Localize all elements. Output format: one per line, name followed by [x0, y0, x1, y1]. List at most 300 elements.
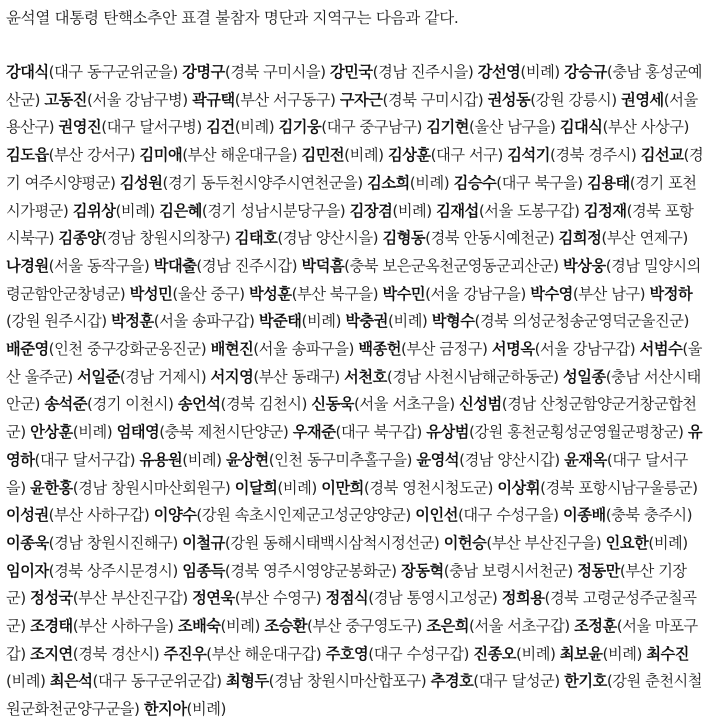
member-region: 경남 거제시 — [125, 367, 201, 386]
member-entry: 이양수(강원 속초시인제군고성군양양군) — [153, 506, 411, 525]
member-region: 대구 달서구병 — [106, 118, 197, 137]
member-name: 조정훈 — [574, 617, 617, 636]
member-region: 대구 수성구갑 — [373, 644, 464, 663]
member-name: 박덕흠 — [301, 256, 345, 275]
member-name: 강선영 — [477, 63, 521, 81]
member-name: 김형동 — [382, 229, 426, 248]
member-entry: 박준태(비례) — [258, 312, 341, 331]
member-entry: 이철규(강원 동해시태백시삼척시정선군) — [182, 533, 440, 552]
member-entry: 이성권(부산 사하구갑) — [6, 506, 150, 525]
member-name: 윤상현 — [226, 450, 269, 469]
member-region: 부산 동래구 — [258, 367, 335, 386]
member-name: 윤한홍 — [30, 478, 73, 497]
intro-sentence: 윤석열 대통령 탄핵소추안 표결 불참자 명단과 지역구는 다음과 같다. — [6, 9, 459, 27]
member-region: 서울 강남구갑 — [540, 340, 630, 359]
member-region: 대구 동구군위군갑 — [97, 672, 217, 691]
member-entry: 진종오(비례) — [473, 644, 556, 663]
member-region: 경남 진주시갑 — [201, 256, 292, 275]
member-region: 인천 동구미추홀구을 — [274, 450, 407, 469]
member-entry: 나경원(서울 동작구을) — [6, 256, 150, 275]
member-name: 신성범 — [459, 395, 502, 414]
member-entry: 신동욱(서울 서초구을) — [311, 395, 455, 414]
member-region: 부산 연제구 — [606, 229, 683, 248]
member-entry: 강선영(비례) — [477, 63, 560, 81]
member-name: 김도읍 — [6, 146, 49, 165]
member-region: 비례 — [349, 146, 379, 165]
member-entry: 김건(비례) — [206, 118, 275, 137]
member-entry: 서일준(경남 거제시) — [77, 367, 207, 386]
member-entry: 박수영(부산 남구) — [530, 284, 646, 303]
member-entry: 조지연(경북 경산시) — [30, 644, 160, 663]
member-region: 충남 보령시서천군 — [449, 561, 568, 580]
member-entry: 김도읍(부산 강서구) — [6, 146, 136, 165]
member-region: 강원 춘천시철원군화천군양구군을 — [6, 672, 703, 719]
member-region: 부산 부산진구갑 — [78, 589, 183, 608]
member-region: 울산 울주군 — [6, 340, 703, 386]
member-entry: 정희용(경북 고령군성주군칠곡군) — [6, 589, 697, 636]
member-entry: 김희정(부산 연제구) — [558, 229, 688, 248]
member-name: 김성원 — [119, 173, 163, 192]
member-name: 박성훈 — [248, 284, 292, 303]
member-entry: 송석준(경기 이천시) — [44, 395, 174, 414]
member-region: 강원 원주시갑 — [11, 312, 102, 331]
member-region: 경남 양산시을 — [282, 229, 373, 248]
member-name: 유용원 — [139, 450, 183, 469]
member-name: 주진우 — [163, 644, 207, 663]
member-entry: 최수진(비례) — [6, 644, 689, 691]
member-entry: 윤영석(경남 양산시갑) — [416, 450, 560, 469]
member-entry: 김정재(경북 포항시북구) — [6, 201, 694, 248]
member-entry: 고동진(서울 강남구병) — [44, 90, 188, 109]
member-name: 한지아 — [143, 700, 187, 719]
member-region: 부산 사상구 — [607, 118, 684, 137]
member-name: 윤영석 — [416, 450, 460, 469]
member-entry: 추경호(대구 달성군) — [430, 672, 560, 691]
member-region: 서울 송파구갑 — [159, 312, 249, 331]
member-region: 비례 — [607, 644, 637, 663]
member-region: 경남 창원시의창구 — [106, 229, 225, 248]
member-name: 정점식 — [325, 589, 369, 608]
member-entry: 김기웅(대구 중구남구) — [278, 118, 422, 137]
member-region: 인천 중구강화군옹진군 — [54, 340, 201, 359]
member-name: 김종양 — [58, 229, 102, 248]
member-entry: 박상웅(경남 밀양시의령군함안군창녕군) — [6, 256, 701, 303]
member-entry: 박덕흠(충북 보은군옥천군영동군괴산군) — [301, 256, 559, 275]
member-region: 경북 경주시 — [555, 146, 631, 165]
member-name: 추경호 — [430, 672, 474, 691]
member-entry: 김재섭(서울 도봉구갑) — [436, 201, 580, 220]
member-name: 박상웅 — [563, 256, 606, 275]
member-entry: 김승수(대구 북구을) — [453, 173, 583, 192]
member-entry: 김상훈(대구 서구) — [387, 146, 503, 165]
member-name: 이종욱 — [6, 533, 49, 552]
member-name: 박수영 — [530, 284, 573, 303]
member-entry: 이종배(충북 충주시) — [563, 506, 693, 525]
member-entry: 김용태(경기 포천시가평군) — [6, 173, 697, 220]
member-entry: 박정하(강원 원주시갑) — [6, 284, 693, 331]
member-name: 임종득 — [182, 561, 225, 580]
member-name: 최형두 — [226, 672, 269, 691]
member-entry: 한기호(강원 춘천시철원군화천군양구군을) — [6, 672, 703, 719]
member-region: 부산 사하구을 — [78, 617, 168, 636]
member-entry: 정점식(경남 통영시고성군) — [325, 589, 498, 608]
member-entry: 김민전(비례) — [301, 146, 384, 165]
member-region: 비례 — [282, 478, 312, 497]
member-region: 경남 창원시마산합포구 — [274, 672, 421, 691]
member-region: 부산 금정구 — [406, 340, 483, 359]
member-name: 서범수 — [639, 340, 683, 359]
member-name: 엄태영 — [116, 423, 160, 442]
member-entry: 성일종(충남 서산시태안군) — [6, 367, 701, 414]
member-name: 조경태 — [30, 617, 73, 636]
member-name: 정연욱 — [192, 589, 235, 608]
member-name: 김희정 — [558, 229, 602, 248]
member-name: 우재준 — [292, 423, 336, 442]
member-entry: 엄태영(충북 제천시단양군) — [116, 423, 289, 442]
member-name: 조지연 — [30, 644, 73, 663]
member-region: 경북 구미시을 — [230, 63, 321, 81]
member-region: 부산 기장군 — [6, 561, 687, 608]
member-name: 김정재 — [583, 201, 627, 220]
member-entry: 박충권(비례) — [345, 312, 428, 331]
member-entry: 이인선(대구 수성구을) — [415, 506, 559, 525]
member-name: 인요한 — [605, 533, 649, 552]
member-region: 경북 구미시갑 — [387, 90, 478, 109]
member-entry: 김형동(경북 안동시예천군) — [382, 229, 555, 248]
member-region: 부산 북구을 — [297, 284, 373, 303]
member-entry: 배현진(서울 송파구을) — [210, 340, 354, 359]
member-entry: 배준영(인천 중구강화군옹진군) — [6, 340, 207, 359]
member-name: 안상훈 — [30, 423, 73, 442]
member-region: 서울 송파구을 — [258, 340, 349, 359]
member-entry: 이상휘(경북 포항시남구울릉군) — [497, 478, 698, 497]
member-entry: 박대출(경남 진주시갑) — [153, 256, 298, 275]
member-name: 서지영 — [210, 367, 254, 386]
member-region: 경북 김천시 — [226, 395, 302, 414]
member-name: 최보윤 — [559, 644, 603, 663]
member-name: 강대식 — [6, 63, 49, 81]
member-region: 경북 상주시문경시 — [54, 561, 173, 580]
member-name: 김위상 — [72, 201, 116, 220]
member-name: 유상범 — [426, 423, 469, 442]
member-region: 울산 중구 — [177, 284, 240, 303]
member-region: 대구 북구갑 — [340, 423, 417, 442]
member-entry: 장동혁(충남 보령시서천군) — [401, 561, 573, 580]
member-entry: 윤재옥(대구 달서구을) — [6, 450, 688, 497]
member-region: 비례 — [525, 63, 555, 81]
member-name: 나경원 — [6, 256, 49, 275]
member-name: 박충권 — [345, 312, 388, 331]
member-entry: 김미애(부산 해운대구을) — [139, 146, 298, 165]
member-entry: 조경태(부산 사하구을) — [30, 617, 174, 636]
member-entry: 최보윤(비례) — [559, 644, 642, 663]
member-entry: 박성훈(부산 북구을) — [248, 284, 379, 303]
member-region: 경남 창원시진해구 — [54, 533, 173, 552]
member-entry: 인요한(비례) — [605, 533, 688, 552]
member-region: 비례 — [306, 312, 336, 331]
member-region: 경북 의성군청송군영덕군울진군 — [479, 312, 684, 331]
member-region: 경남 통영시고성군 — [373, 589, 492, 608]
member-name: 윤재옥 — [564, 450, 607, 469]
member-region: 충북 제천시단양군 — [164, 423, 283, 442]
member-name: 곽규택 — [192, 90, 235, 109]
member-name: 이상휘 — [497, 478, 541, 497]
member-entry: 김선교(경기 여주시양평군) — [6, 146, 704, 192]
member-name: 한기호 — [564, 672, 607, 691]
member-region: 비례 — [11, 672, 40, 691]
member-region: 경북 경산시 — [78, 644, 154, 663]
member-name: 구자근 — [339, 90, 383, 109]
member-entry: 송언석(경북 김천시) — [177, 395, 307, 414]
member-region: 경북 영천시청도군 — [369, 478, 488, 497]
member-name: 박형수 — [431, 312, 475, 331]
member-region: 비례 — [240, 118, 269, 137]
member-region: 서울 강남구병 — [92, 90, 183, 109]
member-name: 이헌승 — [443, 533, 487, 552]
member-region: 비례 — [393, 312, 422, 331]
member-region: 강원 강릉시 — [535, 90, 612, 109]
member-name: 서천호 — [344, 367, 387, 386]
member-name: 김용태 — [587, 173, 630, 192]
member-name: 박정훈 — [111, 312, 154, 331]
member-entry: 주진우(부산 해운대구갑) — [163, 644, 322, 663]
member-region: 비례 — [78, 423, 107, 442]
member-entry: 정성국(부산 부산진구갑) — [30, 589, 188, 608]
member-entry: 서지영(부산 동래구) — [210, 367, 340, 386]
member-region: 대구 서구 — [436, 146, 498, 165]
member-name: 권영진 — [58, 118, 102, 137]
member-name: 김은혜 — [159, 201, 202, 220]
member-entry: 안상훈(비례) — [30, 423, 113, 442]
member-region: 대구 동구군위군을 — [54, 63, 173, 81]
member-region: 비례 — [397, 201, 427, 220]
member-name: 강명구 — [182, 63, 225, 81]
member-entry: 조정훈(서울 마포구갑) — [6, 617, 698, 663]
member-name: 박준태 — [258, 312, 302, 331]
member-name: 김민전 — [301, 146, 345, 165]
member-entry: 권영세(서울 용산구) — [6, 90, 698, 137]
member-entry: 강명구(경북 구미시을) — [182, 63, 326, 81]
member-name: 고동진 — [44, 90, 87, 109]
member-region: 비례 — [521, 644, 550, 663]
member-name: 김상훈 — [387, 146, 431, 165]
member-entry: 정연욱(부산 수영구) — [192, 589, 322, 608]
member-name: 박정하 — [649, 284, 693, 303]
member-name: 김재섭 — [436, 201, 479, 220]
member-region: 경남 진주시을 — [378, 63, 468, 81]
member-region: 부산 부산진구을 — [491, 533, 596, 552]
member-name: 정성국 — [30, 589, 73, 608]
member-entry: 박성민(울산 중구) — [129, 284, 245, 303]
member-name: 서일준 — [77, 367, 120, 386]
member-region: 충남 서산시태안군 — [6, 367, 701, 414]
member-entry: 이종욱(경남 창원시진해구) — [6, 533, 178, 552]
member-region: 충북 보은군옥천군영동군괴산군 — [349, 256, 554, 275]
member-region: 부산 수영구 — [240, 589, 316, 608]
member-name: 유영하 — [6, 423, 703, 469]
member-entry: 서명옥(서울 강남구갑) — [491, 340, 636, 359]
member-region: 충남 홍성군예산군 — [6, 63, 703, 109]
member-name: 김미애 — [139, 146, 183, 165]
member-entry: 조배숙(비례) — [177, 617, 260, 636]
member-region: 경기 포천시가평군 — [6, 173, 697, 220]
member-name: 김선교 — [640, 146, 684, 165]
member-region: 강원 홍천군횡성군영월군평창군 — [474, 423, 678, 442]
member-region: 비례 — [120, 201, 150, 220]
member-entry: 김성원(경기 동두천시양주시연천군을) — [119, 173, 363, 192]
member-entry: 조승환(부산 중구영도구) — [264, 617, 422, 636]
member-region: 경기 여주시양평군 — [6, 146, 704, 192]
member-name: 이철규 — [182, 533, 225, 552]
member-region: 경북 포항시북구 — [6, 201, 694, 248]
member-entry: 김소희(비례) — [367, 173, 450, 192]
member-name: 정동만 — [577, 561, 620, 580]
member-entry: 이만희(경북 영천시청도군) — [321, 478, 494, 497]
absentee-roster — [6, 59, 706, 724]
member-region: 경기 동두천시양주시연천군을 — [167, 173, 358, 192]
member-name: 권성동 — [487, 90, 531, 109]
member-region: 경북 영주시영양군봉화군 — [230, 561, 392, 580]
member-region: 서울 서초구갑 — [474, 617, 565, 636]
member-region: 경북 안동시예천군 — [430, 229, 549, 248]
member-entry: 권성동(강원 강릉시) — [487, 90, 617, 109]
member-name: 박수민 — [382, 284, 426, 303]
member-region: 경남 창원시마산회원구 — [78, 478, 225, 497]
member-region: 비례 — [187, 450, 217, 469]
member-entry: 김은혜(경기 성남시분당구을) — [159, 201, 346, 220]
member-name: 성일종 — [563, 367, 606, 386]
member-name: 강승규 — [564, 63, 607, 81]
member-entry: 권영진(대구 달서구병) — [58, 118, 202, 137]
member-region: 경기 성남시분당구을 — [207, 201, 340, 220]
member-name: 권영세 — [621, 90, 664, 109]
member-name: 김장겸 — [349, 201, 393, 220]
member-region: 대구 중구남구 — [326, 118, 417, 137]
member-name: 김기웅 — [278, 118, 322, 137]
member-region: 부산 중구영도구 — [312, 617, 417, 636]
member-name: 박대출 — [153, 256, 197, 275]
member-region: 서울 마포구갑 — [6, 617, 698, 663]
member-region: 부산 남구 — [578, 284, 640, 303]
member-name: 김석기 — [507, 146, 550, 165]
member-entry: 이헌승(부산 부산진구을) — [443, 533, 602, 552]
member-name: 김대식 — [559, 118, 603, 137]
member-name: 배현진 — [210, 340, 254, 359]
member-region: 대구 북구을 — [501, 173, 578, 192]
member-region: 서울 강남구을 — [430, 284, 521, 303]
member-region: 경남 양산시갑 — [464, 450, 555, 469]
member-entry: 윤한홍(경남 창원시마산회원구) — [30, 478, 231, 497]
member-name: 최수진 — [646, 644, 689, 663]
member-name: 조승환 — [264, 617, 308, 636]
member-region: 부산 해운대구갑 — [211, 644, 316, 663]
member-name: 장동혁 — [401, 561, 444, 580]
member-entry: 강대식(대구 동구군위군을) — [6, 63, 178, 81]
member-name: 강민국 — [329, 63, 373, 81]
member-name: 이만희 — [321, 478, 364, 497]
member-region: 서울 용산구 — [6, 90, 698, 137]
member-entry: 한지아(비례) — [143, 700, 226, 719]
member-name: 김기현 — [426, 118, 469, 137]
member-name: 이종배 — [563, 506, 606, 525]
member-name: 이인선 — [415, 506, 458, 525]
member-entry: 정동만(부산 기장군) — [6, 561, 687, 608]
member-entry: 박형수(경북 의성군청송군영덕군울진군) — [431, 312, 689, 331]
member-region: 대구 수성구을 — [463, 506, 554, 525]
member-region: 대구 달서구을 — [6, 450, 688, 497]
member-name: 최은석 — [49, 672, 93, 691]
member-region: 강원 속초시인제군고성군양양군 — [201, 506, 406, 525]
member-name: 김승수 — [453, 173, 497, 192]
member-name: 조은희 — [426, 617, 469, 636]
member-region: 경기 이천시 — [92, 395, 168, 414]
member-name: 박성민 — [129, 284, 173, 303]
member-entry: 강민국(경남 진주시을) — [329, 63, 474, 81]
member-name: 김건 — [206, 118, 235, 137]
member-region: 비례 — [192, 700, 221, 719]
member-name: 백종헌 — [358, 340, 402, 359]
member-entry: 김위상(비례) — [72, 201, 155, 220]
member-region: 부산 서구동구 — [240, 90, 330, 109]
member-name: 배준영 — [6, 340, 49, 359]
member-name: 조배숙 — [177, 617, 221, 636]
member-entry: 유영하(대구 달서구갑) — [6, 423, 703, 469]
member-name: 송석준 — [44, 395, 87, 414]
member-region: 울산 남구을 — [474, 118, 550, 137]
member-region: 경남 밀양시의령군함안군창녕군 — [6, 256, 701, 303]
member-region: 강원 동해시태백시삼척시정선군 — [230, 533, 434, 552]
member-entry: 우재준(대구 북구갑) — [292, 423, 422, 442]
member-entry: 박수민(서울 강남구을) — [382, 284, 526, 303]
member-name: 주호영 — [325, 644, 369, 663]
member-name: 이성권 — [6, 506, 49, 525]
member-entry: 김장겸(비례) — [349, 201, 432, 220]
member-region: 비례 — [653, 533, 683, 552]
member-entry: 강승규(충남 홍성군예산군) — [6, 63, 703, 109]
member-entry: 유상범(강원 홍천군횡성군영월군평창군) — [426, 423, 684, 442]
member-region: 서울 도봉구갑 — [484, 201, 575, 220]
member-entry: 이달희(비례) — [234, 478, 317, 497]
member-region: 부산 강서구 — [54, 146, 130, 165]
member-region: 대구 달서구갑 — [39, 450, 130, 469]
member-name: 신동욱 — [311, 395, 355, 414]
member-region: 비례 — [415, 173, 444, 192]
member-entry: 신성범(경남 산청군함양군거창군합천군) — [6, 395, 697, 442]
member-region: 대구 달성군 — [478, 672, 555, 691]
member-entry: 김석기(경북 경주시) — [507, 146, 637, 165]
member-entry: 서범수(울산 울주군) — [6, 340, 703, 386]
member-region: 서울 서초구을 — [359, 395, 450, 414]
member-name: 정희용 — [501, 589, 545, 608]
member-name: 김소희 — [367, 173, 410, 192]
member-entry: 서천호(경남 사천시남해군하동군) — [344, 367, 559, 386]
member-name: 김태호 — [234, 229, 278, 248]
member-entry: 박정훈(서울 송파구갑) — [111, 312, 255, 331]
member-entry: 최형두(경남 창원시마산합포구) — [226, 672, 427, 691]
member-entry: 유용원(비례) — [139, 450, 222, 469]
member-region: 경북 고령군성주군칠곡군 — [6, 589, 697, 636]
member-region: 부산 해운대구을 — [187, 146, 292, 165]
member-entry: 구자근(경북 구미시갑) — [339, 90, 484, 109]
member-region: 서울 동작구을 — [54, 256, 144, 275]
member-entry: 김기현(울산 남구을) — [426, 118, 556, 137]
member-entry: 주호영(대구 수성구갑) — [325, 644, 469, 663]
member-entry: 윤상현(인천 동구미추홀구을) — [226, 450, 413, 469]
member-entry: 김태호(경남 양산시을) — [234, 229, 379, 248]
member-region: 비례 — [226, 617, 255, 636]
member-name: 송언석 — [177, 395, 221, 414]
member-entry: 임이자(경북 상주시문경시) — [6, 561, 178, 580]
